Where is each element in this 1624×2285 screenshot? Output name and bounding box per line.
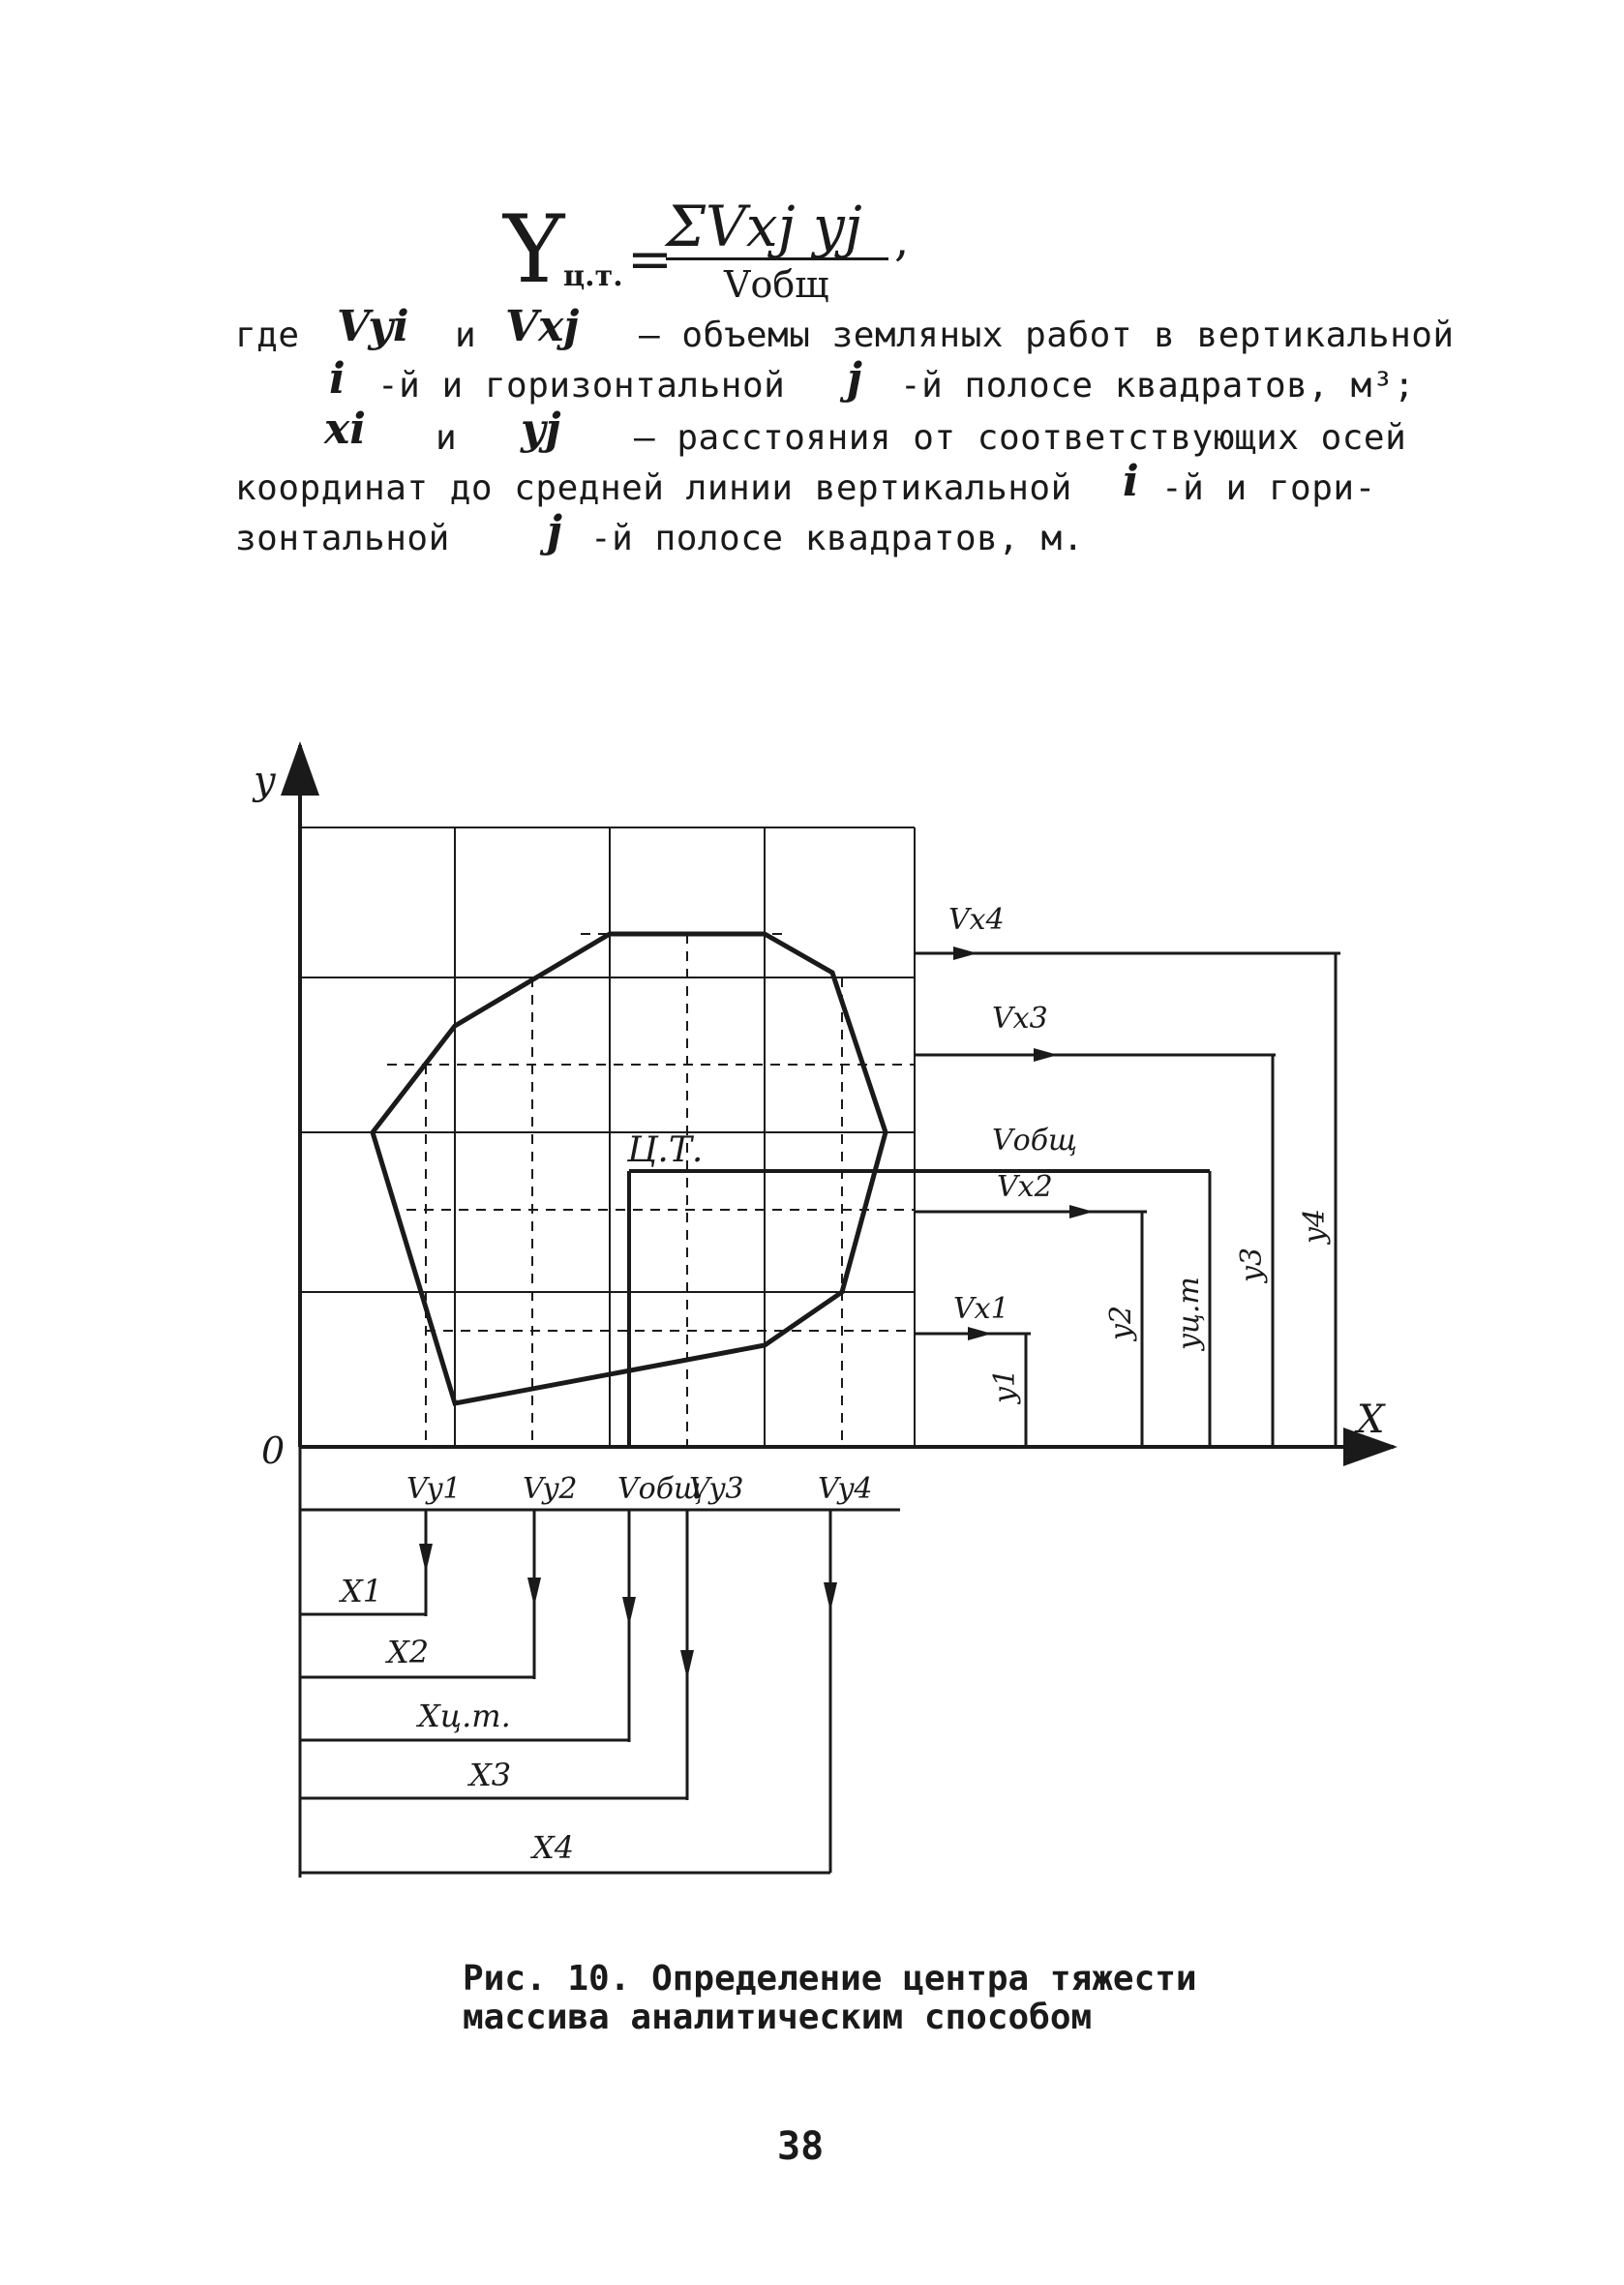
- label-vx3: Vx3: [992, 1002, 1048, 1036]
- vx-arrows: [915, 953, 1340, 1334]
- label-y-ct: yц.т: [1172, 1277, 1206, 1350]
- label-y3: y3: [1235, 1247, 1269, 1282]
- caption-line-1: Рис. 10. Определение центра тяжести: [463, 1959, 1197, 1999]
- page-number: 38: [777, 2124, 825, 2169]
- symbol-yj: yj: [521, 405, 561, 454]
- label-x2: X2: [387, 1634, 430, 1670]
- text-line1-rest: – объемы земляных работ в вертикальной: [639, 316, 1455, 355]
- label-axis-y: y: [254, 759, 276, 803]
- label-vobsh-x: Vобщ: [992, 1124, 1078, 1158]
- label-x3: X3: [469, 1757, 512, 1793]
- label-vx1: Vx1: [953, 1292, 1009, 1326]
- text-line5-rest: -й полосе квадратов, м.: [590, 519, 1084, 558]
- label-y4: y4: [1298, 1208, 1332, 1244]
- text-line2-mid: -й и горизонтальной: [377, 366, 786, 406]
- label-vy3: Vy3: [689, 1472, 744, 1506]
- figure-caption: [463, 1960, 1197, 2037]
- formula-lhs-subscript: ц.т.: [563, 259, 623, 293]
- symbol-i-2: i: [1123, 457, 1139, 506]
- label-y1: y1: [988, 1368, 1022, 1403]
- formula-equals: =: [627, 228, 673, 291]
- symbol-xi: xi: [324, 405, 366, 454]
- formula-comma: ,: [894, 213, 910, 267]
- y-dimension-lines: [1026, 953, 1336, 1447]
- label-x4: X4: [532, 1829, 575, 1866]
- text-where: где: [235, 316, 300, 355]
- label-vobsh-y: Vобщ: [617, 1472, 704, 1506]
- symbol-vxj: Vxj: [505, 302, 580, 351]
- label-x-ct: Xц.т.: [418, 1698, 511, 1734]
- label-vx2: Vx2: [997, 1170, 1053, 1204]
- text-line4-lead: координат до средней линии вертикальной: [235, 468, 1072, 508]
- label-vx4: Vx4: [948, 903, 1005, 937]
- label-vy1: Vy1: [406, 1472, 462, 1506]
- text-line5-lead: зонтальной: [235, 519, 450, 558]
- text-line4-rest: -й и гори-: [1161, 468, 1376, 508]
- centroid-label: Ц.Т.: [627, 1130, 704, 1170]
- strip-midlines: [387, 934, 915, 1447]
- symbol-j-1: j: [847, 354, 862, 404]
- square-grid: [300, 827, 915, 1447]
- symbol-j-2: j: [547, 507, 562, 556]
- label-origin: 0: [261, 1429, 286, 1472]
- label-x1: X1: [341, 1573, 383, 1609]
- label-y2: y2: [1104, 1305, 1138, 1340]
- label-vy2: Vy2: [523, 1472, 578, 1506]
- symbol-vyi: Vyi: [337, 302, 409, 351]
- text-line2-rest: -й полосе квадратов, м³;: [900, 366, 1416, 406]
- text-line3-rest: – расстояния от соответствующих осей: [634, 418, 1407, 458]
- text-and-1: и: [455, 316, 477, 355]
- vy-arrows: [426, 1510, 830, 1873]
- label-vy4: Vy4: [818, 1472, 873, 1506]
- formula-denominator: Vобщ: [724, 263, 829, 306]
- formula-lhs: Y: [503, 195, 565, 304]
- text-and-2: и: [436, 418, 458, 458]
- formula-numerator: ΣVxj yj: [666, 194, 862, 259]
- label-axis-x: X: [1357, 1398, 1385, 1442]
- caption-line-2: массива аналитическим способом: [463, 1998, 1093, 2037]
- symbol-i-1: i: [329, 354, 346, 404]
